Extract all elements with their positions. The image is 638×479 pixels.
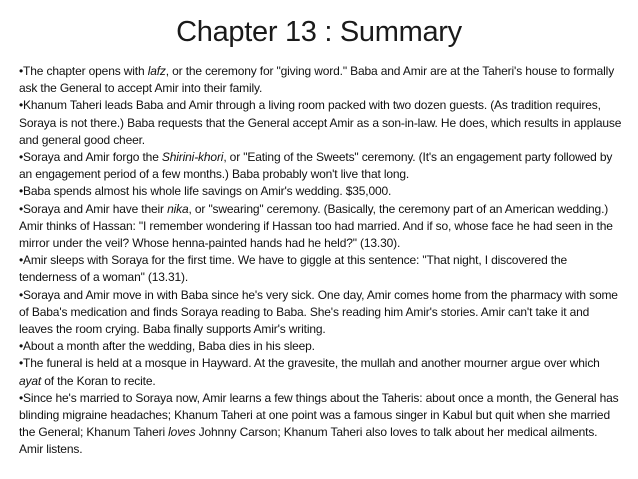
italic-term: lafz <box>147 64 166 78</box>
text-run: of the Koran to recite. <box>41 373 156 388</box>
text-run: •The funeral is held at a mosque in Hayward. At the gravesite, the mullah and another mourner argue over which <box>19 356 600 371</box>
bullet-paragraph <box>19 355 623 389</box>
text-run: •Amir sleeps with Soraya for the first time. We have to giggle at this sentence: "That night, I discovered the tenderness of a woman" (13.31). <box>19 253 568 285</box>
text-run: •Soraya and Amir have their <box>19 201 168 216</box>
italic-term: ayat <box>19 373 42 388</box>
bullet-paragraph <box>19 252 623 286</box>
text-run: , or "Eating of the Sweets" ceremony. (It's an engagement party followed by an engagement period of a few months.) Baba probably won't live that long. <box>19 150 613 182</box>
bullet-paragraph <box>19 338 623 355</box>
summary-body <box>19 63 623 459</box>
bullet-paragraph <box>19 97 623 149</box>
bullet-paragraph <box>19 287 623 339</box>
text-run: •Khanum Taheri leads Baba and Amir through a living room packed with two dozen guests. (As tradition requires, Soraya is not there.) Baba requests that the General accept Amir as a son-in-law. He does, which results in applause and general good cheer. <box>19 98 622 147</box>
text-run: •About a month after the wedding, Baba dies in his sleep. <box>19 339 315 354</box>
italic-term: nika <box>167 201 189 216</box>
text-run: •Soraya and Amir forgo the <box>19 150 162 165</box>
text-run: •The chapter opens with <box>19 64 148 78</box>
text-run: •Baba spends almost his whole life savings on Amir's wedding. $35,000. <box>19 184 392 199</box>
bullet-paragraph <box>19 149 623 183</box>
bullet-paragraph <box>19 201 623 253</box>
text-run: , or "swearing" ceremony. (Basically, the ceremony part of an American wedding.) Amir thinks of Hassan: "I remember wondering if Hassan too had married. And if so, whose face he had seen in the mirror under the veil? Whose henna-painted hands had he held?" (13.30). <box>19 201 613 251</box>
text-run: , or the ceremony for "giving word." Baba and Amir are at the Taheri's house to formally ask the General to accept Amir into their family. <box>19 64 615 96</box>
italic-term: Shirini-khori <box>161 150 224 165</box>
bullet-paragraph <box>19 183 623 200</box>
text-run: •Since he's married to Soraya now, Amir learns a few things about the Taheris: about once a month, the General has blinding migraine headaches; Khanum Taheri at one point was a famous singer in Kabul but quit when she married the General; Khanum Taheri <box>19 390 619 440</box>
italic-term: loves <box>168 425 196 440</box>
bullet-paragraph <box>19 63 623 97</box>
text-run: Johnny Carson; Khanum Taheri also loves to talk about her medical ailments. Amir listens. <box>19 425 598 457</box>
text-run: •Soraya and Amir move in with Baba since he's very sick. One day, Amir comes home from the pharmacy with some of Baba's medication and finds Soraya reading to Baba. She's reading him Amir's stories. Amir can't take it and leaves the room crying. Baba finally supports Amir's writing. <box>19 287 618 337</box>
bullet-paragraph <box>19 390 623 459</box>
slide-title: Chapter 13 : Summary <box>176 16 462 48</box>
